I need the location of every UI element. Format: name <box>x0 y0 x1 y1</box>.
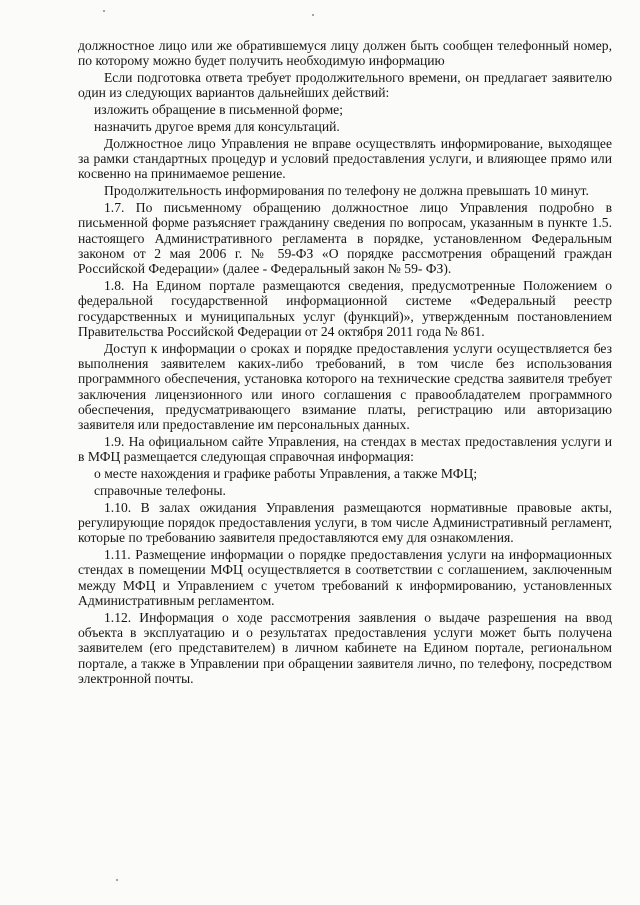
section-1-11: 1.11. Размещение информации о порядке предоставления услуги на информационных стендах в помещении МФЦ осуществляется в соответствии с соглашением, заключенным между МФЦ и Управлением с учетом требований к информированию, установленных Административным регламентом. <box>78 547 612 608</box>
list-item: справочные телефоны. <box>94 482 226 498</box>
section-1-12: 1.12. Информация о ходе рассмотрения заявления о выдаче разрешения на ввод объекта в эксплуатацию и о результатах предоставления услуги может быть получена заявителем (его представителем) в личном кабинете на Едином портале, региональном портале, а также в Управлении при обращении заявителя лично, по телефону, посредством электронной почты. <box>78 609 612 686</box>
document-page <box>78 38 612 688</box>
scan-speck <box>312 14 314 16</box>
scan-speck <box>116 879 118 881</box>
section-1-10: 1.10. В залах ожидания Управления размещаются нормативные правовые акты, регулирующие порядок предоставления услуги, в том числе Административный регламент, которые по требованию заявителя предоставляются ему для ознакомления. <box>78 499 612 546</box>
section-1-7: 1.7. По письменному обращению должностное лицо Управления подробно в письменной форме разъясняет гражданину сведения по вопросам, указанным в пункте 1.5. настоящего Административного регламента в порядке, установленном Федеральным законом от 2 мая 2006 г. № 59-ФЗ «О порядке рассмотрения обращений граждан Российской Федерации» (далее - Федеральный закон № 59- ФЗ). <box>78 199 612 277</box>
section-1-8: 1.8. На Едином портале размещаются сведения, предусмотренные Положением о федеральной государственной информационной системе «Федеральный реестр государственных и муниципальных услуг (функций)», утвержденным постановлением Правительства Российской Федерации от 24 октября 2011 года № 861. <box>78 277 612 339</box>
paragraph: должностное лицо или же обратившемуся лицу должен быть сообщен телефонный номер, по которому можно будет получить необходимую информацию <box>78 38 612 69</box>
scan-speck <box>103 10 105 12</box>
paragraph: Продолжительность информирования по телефону не должна превышать 10 минут. <box>104 183 589 199</box>
list-item: назначить другое время для консультаций. <box>94 118 340 134</box>
paragraph: Доступ к информации о сроках и порядке предоставления услуги осуществляется без выполнения заявителем каких-либо требований, в том числе без использования программного обеспечения, установка которого на технические средства заявителя требует заключения лицензионного или иного соглашения с правообладателем программного обеспечения, предусматривающего взимание платы, регистрацию или авторизацию заявителя или предоставление им персональных данных. <box>78 340 612 433</box>
list-item: изложить обращение в письменной форме; <box>94 102 343 118</box>
section-1-9: 1.9. На официальном сайте Управления, на стендах в местах предоставления услуги и в МФЦ размещается следующая справочная информация: <box>78 433 612 465</box>
paragraph: Если подготовка ответа требует продолжительного времени, он предлагает заявителю один из следующих вариантов дальнейших действий: <box>78 70 612 101</box>
paragraph: Должностное лицо Управления не вправе осуществлять информирование, выходящее за рамки стандартных процедур и условий предоставления услуги, и влияющее прямо или косвенно на принимаемое решение. <box>78 135 612 182</box>
list-item: о месте нахождения и графике работы Управления, а также МФЦ; <box>94 466 478 482</box>
